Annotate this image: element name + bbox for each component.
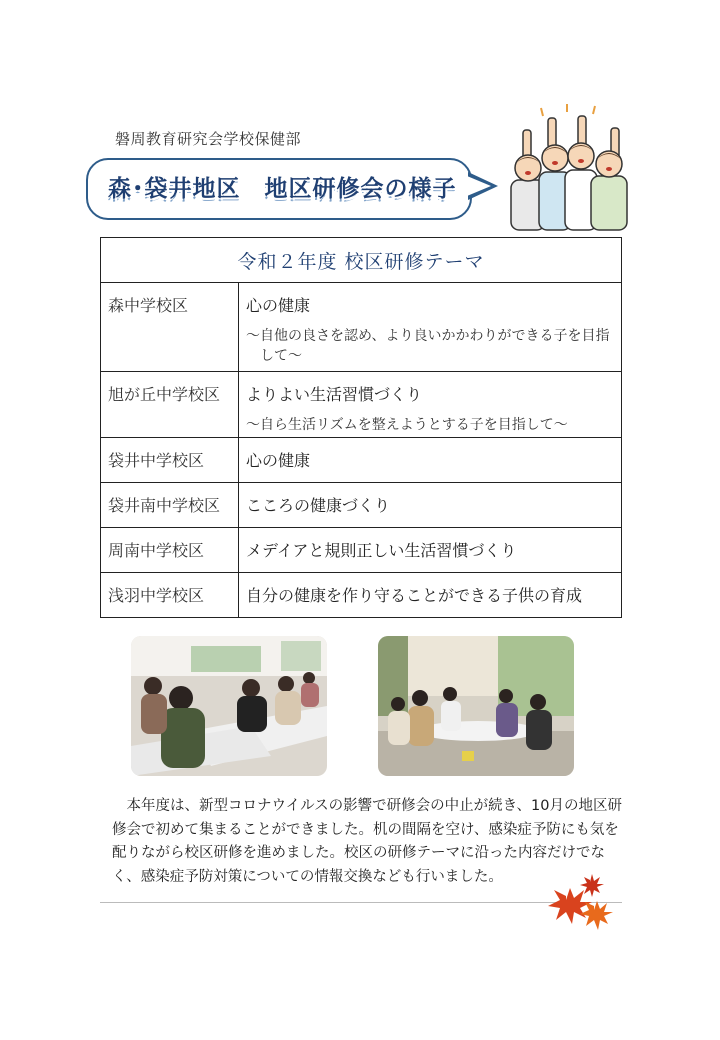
school-cell: 森中学校区: [101, 283, 239, 372]
page-title: 森･袋井地区 地区研修会の様子: [108, 176, 457, 202]
theme-text: メデイアと規則正しい生活習慣づくり: [246, 541, 517, 560]
maple-leaves-decoration: [536, 870, 616, 940]
theme-text: 心の健康: [246, 451, 311, 470]
theme-cell: [239, 483, 622, 528]
table-row: [101, 483, 622, 528]
theme-cell: [239, 372, 622, 438]
table-row: [101, 573, 622, 618]
table-row: [101, 283, 622, 372]
school-cell: 周南中学校区: [101, 528, 239, 573]
school-cell: 袋井中学校区: [101, 438, 239, 483]
bubble-tail-inner: [467, 176, 491, 196]
cheering-people-illustration: [503, 102, 635, 234]
theme-cell: [239, 573, 622, 618]
theme-subtitle: ～自他の良さを認め、より良いかかわりができる子を目指して～: [246, 328, 610, 364]
school-cell: 旭が丘中学校区: [101, 372, 239, 438]
theme-text: よりよい生活習慣づくり: [246, 385, 423, 404]
table-header-row: [101, 238, 622, 283]
theme-cell: [239, 528, 622, 573]
theme-text: 自分の健康を作り守ることができる子供の育成: [246, 586, 583, 605]
organization-name: 磐周教育研究会学校保健部: [115, 130, 302, 148]
theme-subtitle: ～自ら生活リズムを整えようとする子を目指して～: [246, 417, 568, 433]
table-row: [101, 528, 622, 573]
themes-table: [100, 237, 622, 618]
school-cell: 袋井南中学校区: [101, 483, 239, 528]
meeting-photo-1: [131, 636, 327, 776]
table-heading: 令和２年度 校区研修テーマ: [101, 238, 622, 283]
theme-text: 心の健康: [246, 296, 311, 315]
table-row: [101, 438, 622, 483]
report-paragraph: 本年度は、新型コロナウイルスの影響で研修会の中止が続き、10月の地区研修会で初めて集まることができました。机の間隔を空け、感染症予防にも気を配りながら校区研修を進めました。校区の研修テーマに沿った内容だけでなく、感染症予防対策についての情報交換なども行いました。: [112, 798, 622, 885]
school-cell: 浅羽中学校区: [101, 573, 239, 618]
theme-cell: [239, 438, 622, 483]
theme-cell: [239, 283, 622, 372]
table-row: [101, 372, 622, 438]
theme-text: こころの健康づくり: [246, 496, 391, 515]
meeting-photo-2: [378, 636, 574, 776]
